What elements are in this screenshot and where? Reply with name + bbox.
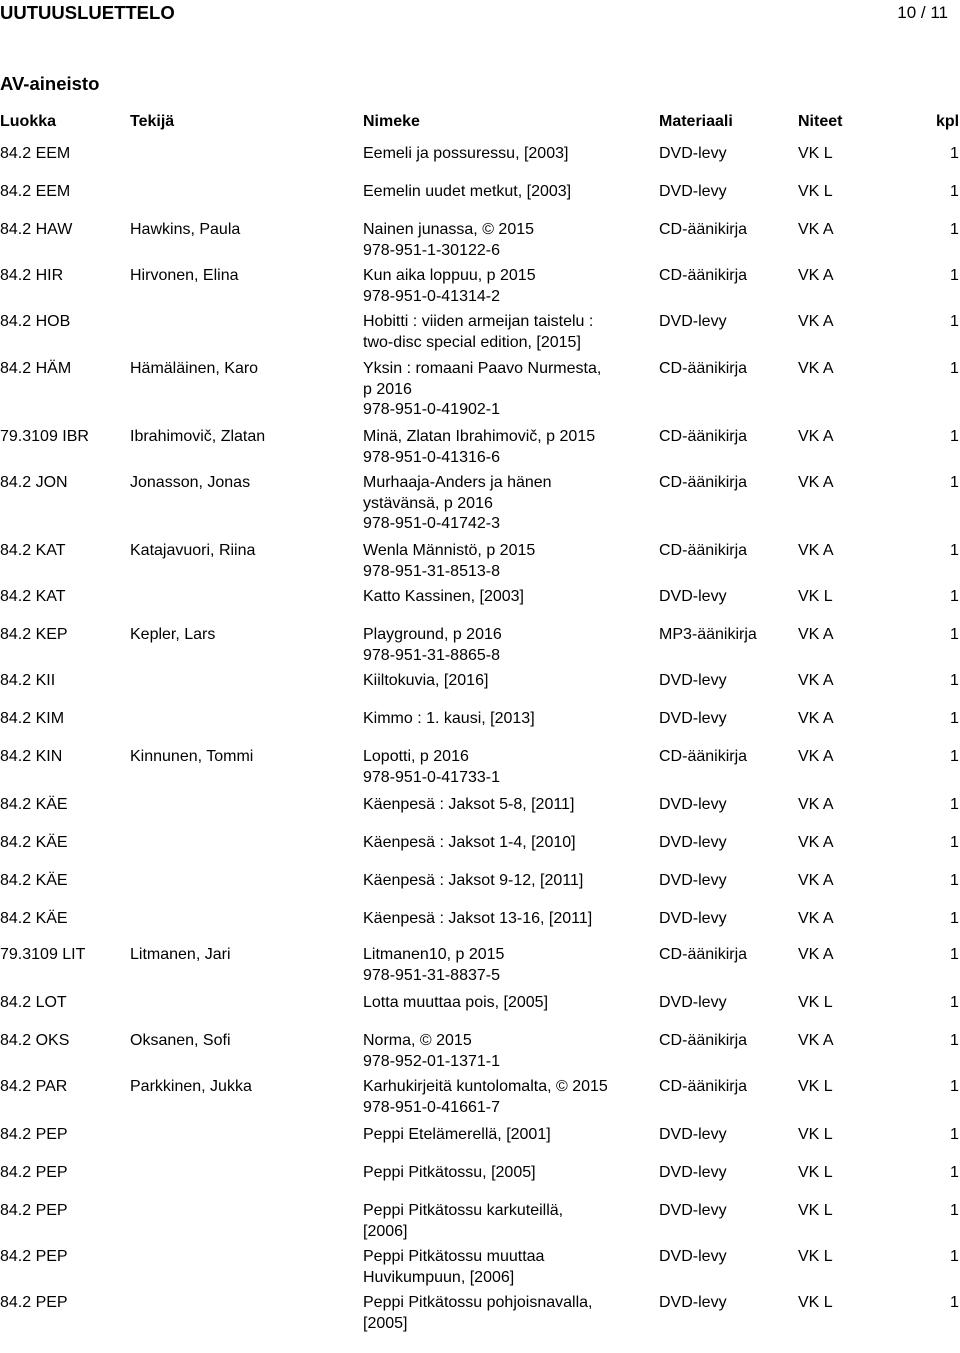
column-header-kpl: kpl bbox=[936, 113, 960, 130]
cell-tekija: Jonasson, Jonas bbox=[130, 474, 251, 491]
cell-niteet: VK L bbox=[798, 145, 833, 162]
cell-luokka: 84.2 HÄM bbox=[0, 360, 72, 377]
table-row bbox=[0, 359, 960, 419]
cell-kpl: 1 bbox=[950, 221, 959, 238]
cell-materiaali: CD-äänikirja bbox=[659, 428, 748, 445]
cell-tekija: Hämäläinen, Karo bbox=[130, 360, 259, 377]
cell-luokka: 84.2 KAT bbox=[0, 588, 66, 605]
cell-niteet: VK L bbox=[798, 994, 833, 1011]
cell-materiaali: DVD-levy bbox=[659, 710, 727, 727]
title-line: Eemeli ja possuressu, [2003] bbox=[363, 145, 569, 162]
detail-line: two-disc special edition, [2015] bbox=[363, 333, 581, 351]
document-title: UUTUUSLUETTELO bbox=[0, 2, 175, 23]
cell-niteet: VK L bbox=[798, 183, 833, 200]
cell-luokka: 84.2 LOT bbox=[0, 994, 67, 1011]
cell-nimeke bbox=[363, 220, 653, 261]
title-line: Litmanen10, p 2015 bbox=[363, 946, 505, 963]
cell-kpl: 1 bbox=[950, 872, 959, 889]
title-line: Minä, Zlatan Ibrahimovič, p 2015 bbox=[363, 428, 596, 445]
cell-materiaali: CD-äänikirja bbox=[659, 474, 748, 491]
cell-materiaali: DVD-levy bbox=[659, 910, 727, 927]
title-line: Eemelin uudet metkut, [2003] bbox=[363, 183, 572, 200]
title-line: Katto Kassinen, [2003] bbox=[363, 588, 524, 605]
cell-kpl: 1 bbox=[950, 1164, 959, 1181]
cell-niteet: VK A bbox=[798, 360, 834, 377]
title-line: Peppi Pitkätossu muuttaa bbox=[363, 1248, 545, 1265]
section-title: AV-aineisto bbox=[0, 73, 100, 94]
cell-materiaali: CD-äänikirja bbox=[659, 542, 748, 559]
detail-line: 978-951-31-8513-8 bbox=[363, 562, 500, 580]
title-line: Murhaaja-Anders ja hänen bbox=[363, 474, 552, 491]
cell-nimeke bbox=[363, 1031, 653, 1072]
cell-luokka: 84.2 HIR bbox=[0, 267, 64, 284]
detail-line: 978-952-01-1371-1 bbox=[363, 1052, 500, 1070]
cell-luokka: 84.2 PEP bbox=[0, 1248, 68, 1265]
cell-kpl: 1 bbox=[950, 946, 959, 963]
cell-niteet: VK A bbox=[798, 748, 834, 765]
cell-materiaali: CD-äänikirja bbox=[659, 946, 748, 963]
cell-kpl: 1 bbox=[950, 710, 959, 727]
table-row bbox=[0, 473, 960, 533]
title-line: Nainen junassa, © 2015 bbox=[363, 221, 535, 238]
cell-niteet: VK A bbox=[798, 428, 834, 445]
cell-nimeke bbox=[363, 993, 653, 1014]
cell-nimeke bbox=[363, 266, 653, 307]
cell-nimeke bbox=[363, 747, 653, 788]
detail-line: 978-951-0-41902-1 bbox=[363, 401, 500, 418]
cell-kpl: 1 bbox=[950, 1248, 959, 1265]
cell-niteet: VK A bbox=[798, 834, 834, 851]
cell-luokka: 84.2 KII bbox=[0, 672, 56, 689]
title-line: Norma, © 2015 bbox=[363, 1032, 472, 1049]
cell-nimeke bbox=[363, 541, 653, 582]
cell-nimeke bbox=[363, 359, 653, 421]
cell-kpl: 1 bbox=[950, 796, 959, 813]
title-line: Peppi Pitkätossu pohjoisnavalla, bbox=[363, 1294, 593, 1311]
cell-nimeke bbox=[363, 427, 653, 468]
cell-kpl: 1 bbox=[950, 588, 959, 605]
cell-niteet: VK L bbox=[798, 1078, 833, 1095]
cell-kpl: 1 bbox=[950, 1032, 959, 1049]
cell-niteet: VK A bbox=[798, 672, 834, 689]
title-line: Kiiltokuvia, [2016] bbox=[363, 672, 489, 689]
cell-niteet: VK A bbox=[798, 946, 834, 963]
cell-luokka: 84.2 EEM bbox=[0, 183, 71, 200]
cell-tekija: Hawkins, Paula bbox=[130, 221, 241, 238]
page-number: 10 / 11 bbox=[897, 3, 948, 22]
cell-tekija: Oksanen, Sofi bbox=[130, 1032, 231, 1049]
detail-line: 978-951-0-41661-7 bbox=[363, 1098, 500, 1116]
cell-kpl: 1 bbox=[950, 626, 959, 643]
cell-nimeke bbox=[363, 312, 653, 353]
cell-luokka: 84.2 KAT bbox=[0, 542, 66, 559]
cell-tekija: Litmanen, Jari bbox=[130, 946, 231, 963]
cell-nimeke bbox=[363, 625, 653, 666]
cell-luokka: 84.2 KIM bbox=[0, 710, 65, 727]
cell-nimeke bbox=[363, 945, 653, 986]
cell-materiaali: DVD-levy bbox=[659, 872, 727, 889]
title-line: Kimmo : 1. kausi, [2013] bbox=[363, 710, 535, 727]
column-header-niteet: Niteet bbox=[798, 113, 843, 130]
cell-luokka: 84.2 OKS bbox=[0, 1032, 70, 1049]
cell-nimeke bbox=[363, 144, 653, 165]
cell-niteet: VK A bbox=[798, 313, 834, 330]
cell-kpl: 1 bbox=[950, 1126, 959, 1143]
cell-luokka: 84.2 KÄE bbox=[0, 796, 68, 813]
cell-materiaali: DVD-levy bbox=[659, 183, 727, 200]
title-line: Kun aika loppuu, p 2015 bbox=[363, 267, 536, 284]
title-line: Lotta muuttaa pois, [2005] bbox=[363, 994, 549, 1011]
cell-luokka: 84.2 KÄE bbox=[0, 910, 68, 927]
cell-niteet: VK L bbox=[798, 1248, 833, 1265]
column-header-nimeke: Nimeke bbox=[363, 113, 420, 130]
cell-luokka: 79.3109 LIT bbox=[0, 946, 86, 963]
cell-materiaali: DVD-levy bbox=[659, 313, 727, 330]
cell-tekija: Kepler, Lars bbox=[130, 626, 216, 643]
cell-kpl: 1 bbox=[950, 994, 959, 1011]
detail-line: 978-951-31-8837-5 bbox=[363, 966, 500, 984]
cell-materiaali: DVD-levy bbox=[659, 1164, 727, 1181]
cell-niteet: VK A bbox=[798, 474, 834, 491]
cell-materiaali: DVD-levy bbox=[659, 994, 727, 1011]
cell-materiaali: MP3-äänikirja bbox=[659, 626, 757, 643]
cell-nimeke bbox=[363, 871, 653, 892]
cell-nimeke bbox=[363, 709, 653, 730]
title-line: Käenpesä : Jaksot 5-8, [2011] bbox=[363, 796, 575, 813]
title-line: Käenpesä : Jaksot 9-12, [2011] bbox=[363, 872, 584, 889]
cell-niteet: VK A bbox=[798, 710, 834, 727]
cell-luokka: 84.2 KIN bbox=[0, 748, 63, 765]
cell-kpl: 1 bbox=[950, 1202, 959, 1219]
cell-materiaali: CD-äänikirja bbox=[659, 1078, 748, 1095]
detail-line: 978-951-0-41316-6 bbox=[363, 448, 500, 466]
cell-nimeke bbox=[363, 795, 653, 816]
cell-luokka: 84.2 JON bbox=[0, 474, 68, 491]
cell-niteet: VK L bbox=[798, 1202, 833, 1219]
title-line: Käenpesä : Jaksot 13-16, [2011] bbox=[363, 910, 593, 927]
cell-tekija: Ibrahimovič, Zlatan bbox=[130, 428, 266, 445]
cell-materiaali: CD-äänikirja bbox=[659, 1032, 748, 1049]
cell-niteet: VK A bbox=[798, 267, 834, 284]
cell-materiaali: CD-äänikirja bbox=[659, 360, 748, 377]
cell-niteet: VK A bbox=[798, 221, 834, 238]
cell-materiaali: CD-äänikirja bbox=[659, 221, 748, 238]
cell-nimeke bbox=[363, 1201, 653, 1242]
cell-kpl: 1 bbox=[950, 267, 959, 284]
cell-nimeke bbox=[363, 1077, 653, 1118]
cell-tekija: Hirvonen, Elina bbox=[130, 267, 239, 284]
table-header bbox=[0, 110, 960, 134]
cell-luokka: 84.2 PEP bbox=[0, 1126, 68, 1143]
cell-kpl: 1 bbox=[950, 542, 959, 559]
title-line: Peppi Pitkätossu karkuteillä, bbox=[363, 1202, 564, 1219]
cell-luokka: 79.3109 IBR bbox=[0, 428, 89, 445]
cell-niteet: VK A bbox=[798, 626, 834, 643]
cell-materiaali: DVD-levy bbox=[659, 588, 727, 605]
cell-nimeke bbox=[363, 671, 653, 692]
cell-materiaali: DVD-levy bbox=[659, 1248, 727, 1265]
cell-luokka: 84.2 PEP bbox=[0, 1294, 68, 1311]
cell-materiaali: CD-äänikirja bbox=[659, 267, 748, 284]
cell-luokka: 84.2 PEP bbox=[0, 1164, 68, 1181]
cell-materiaali: DVD-levy bbox=[659, 796, 727, 813]
cell-kpl: 1 bbox=[950, 428, 959, 445]
cell-niteet: VK L bbox=[798, 1294, 833, 1311]
cell-nimeke bbox=[363, 587, 653, 608]
title-line: Wenla Männistö, p 2015 bbox=[363, 542, 536, 559]
title-line: Peppi Pitkätossu, [2005] bbox=[363, 1164, 536, 1181]
cell-kpl: 1 bbox=[950, 360, 959, 377]
detail-line: ystävänsä, p 2016 bbox=[363, 494, 493, 512]
cell-kpl: 1 bbox=[950, 910, 959, 927]
cell-kpl: 1 bbox=[950, 474, 959, 491]
cell-luokka: 84.2 EEM bbox=[0, 145, 71, 162]
cell-materiaali: DVD-levy bbox=[659, 1126, 727, 1143]
cell-niteet: VK A bbox=[798, 1032, 834, 1049]
detail-line: 978-951-31-8865-8 bbox=[363, 646, 500, 664]
detail-line: p 2016 bbox=[363, 380, 412, 398]
cell-luokka: 84.2 KÄE bbox=[0, 834, 68, 851]
detail-line: 978-951-0-41314-2 bbox=[363, 287, 500, 305]
cell-luokka: 84.2 KEP bbox=[0, 626, 68, 643]
detail-line: 978-951-1-30122-6 bbox=[363, 241, 500, 259]
title-line: Playground, p 2016 bbox=[363, 626, 502, 643]
title-line: Peppi Etelämerellä, [2001] bbox=[363, 1126, 551, 1143]
cell-niteet: VK L bbox=[798, 1164, 833, 1181]
cell-kpl: 1 bbox=[950, 672, 959, 689]
column-header-luokka: Luokka bbox=[0, 113, 57, 130]
cell-materiaali: DVD-levy bbox=[659, 145, 727, 162]
title-line: Hobitti : viiden armeijan taistelu : bbox=[363, 313, 594, 330]
cell-materiaali: DVD-levy bbox=[659, 1202, 727, 1219]
cell-nimeke bbox=[363, 833, 653, 854]
cell-niteet: VK A bbox=[798, 796, 834, 813]
cell-nimeke bbox=[363, 1293, 653, 1334]
detail-line: [2006] bbox=[363, 1222, 408, 1240]
detail-line: [2005] bbox=[363, 1314, 408, 1332]
cell-kpl: 1 bbox=[950, 748, 959, 765]
cell-niteet: VK L bbox=[798, 588, 833, 605]
cell-materiaali: DVD-levy bbox=[659, 1294, 727, 1311]
cell-nimeke bbox=[363, 1125, 653, 1146]
cell-kpl: 1 bbox=[950, 834, 959, 851]
cell-luokka: 84.2 PAR bbox=[0, 1078, 68, 1095]
cell-niteet: VK A bbox=[798, 542, 834, 559]
cell-nimeke bbox=[363, 473, 653, 535]
detail-line: Huvikumpuun, [2006] bbox=[363, 1268, 515, 1286]
cell-materiaali: CD-äänikirja bbox=[659, 748, 748, 765]
cell-tekija: Parkkinen, Jukka bbox=[130, 1078, 252, 1095]
title-line: Lopotti, p 2016 bbox=[363, 748, 469, 765]
cell-kpl: 1 bbox=[950, 183, 959, 200]
table-row bbox=[0, 1293, 960, 1353]
cell-kpl: 1 bbox=[950, 1078, 959, 1095]
cell-nimeke bbox=[363, 1163, 653, 1184]
cell-luokka: 84.2 KÄE bbox=[0, 872, 68, 889]
title-line: Karhukirjeitä kuntolomalta, © 2015 bbox=[363, 1078, 608, 1095]
title-line: Käenpesä : Jaksot 1-4, [2010] bbox=[363, 834, 576, 851]
cell-tekija: Kinnunen, Tommi bbox=[130, 748, 254, 765]
column-header-tekija: Tekijä bbox=[130, 113, 175, 130]
cell-tekija: Katajavuori, Riina bbox=[130, 542, 256, 559]
cell-luokka: 84.2 HOB bbox=[0, 313, 71, 330]
title-line: Yksin : romaani Paavo Nurmesta, bbox=[363, 360, 602, 377]
detail-line: 978-951-0-41742-3 bbox=[363, 515, 500, 532]
cell-luokka: 84.2 HAW bbox=[0, 221, 73, 238]
cell-kpl: 1 bbox=[950, 1294, 959, 1311]
cell-nimeke bbox=[363, 1247, 653, 1288]
column-header-materiaali: Materiaali bbox=[659, 113, 733, 130]
cell-niteet: VK A bbox=[798, 910, 834, 927]
detail-line: 978-951-0-41733-1 bbox=[363, 768, 500, 786]
cell-kpl: 1 bbox=[950, 145, 959, 162]
cell-niteet: VK A bbox=[798, 872, 834, 889]
cell-niteet: VK L bbox=[798, 1126, 833, 1143]
cell-materiaali: DVD-levy bbox=[659, 834, 727, 851]
cell-nimeke bbox=[363, 909, 653, 930]
cell-nimeke bbox=[363, 182, 653, 203]
cell-luokka: 84.2 PEP bbox=[0, 1202, 68, 1219]
cell-materiaali: DVD-levy bbox=[659, 672, 727, 689]
cell-kpl: 1 bbox=[950, 313, 959, 330]
